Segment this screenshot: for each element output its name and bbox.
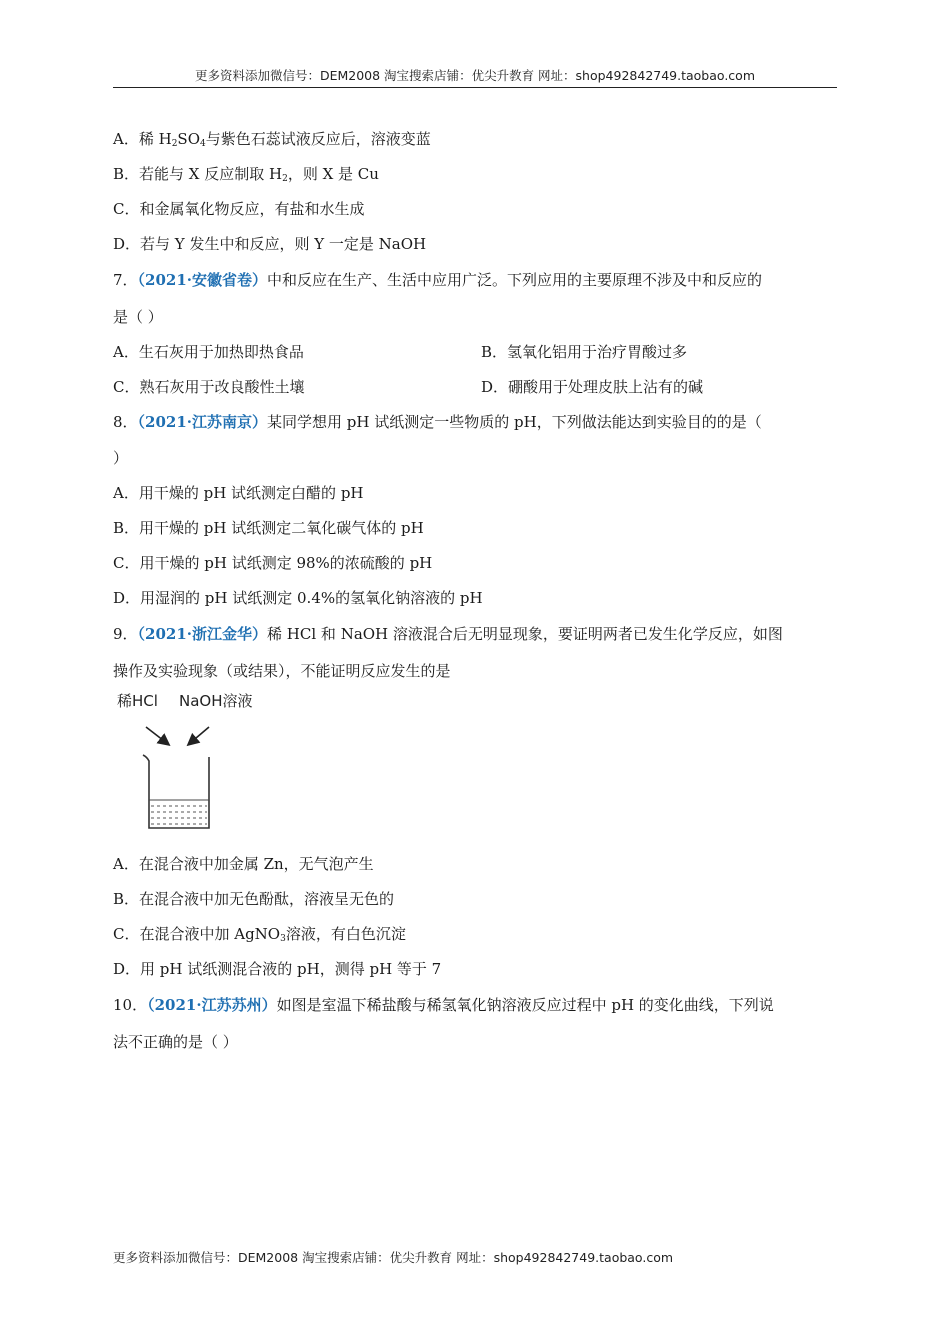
q9-option-a: A．在混合液中加金属 Zn，无气泡产生 [113,855,374,873]
q7-option-a: A．生石灰用于加热即热食品 [113,343,304,361]
page-header: 更多资料添加微信号：DEM2008 淘宝搜索店铺：优尖升教育 网址：shop492842749.taobao.com [194,68,756,83]
q7-option-d: D．硼酸用于处理皮肤上沾有的碱 [481,378,704,396]
q9-option-d: D．用 pH 试纸测混合液的 pH，测得 pH 等于 7 [113,960,442,978]
q9-stem-cont: 操作及实验现象（或结果），不能证明反应发生的是 [113,662,451,680]
q8-number: 8． [113,413,138,431]
q7-number: 7． [113,271,138,289]
q7-stem: 7．（2021·安徽省卷）中和反应在生产、生活中应用广泛。下列应用的主要原理不涉及中和反应的 [113,271,763,289]
q8-option-b: B．用干燥的 pH 试纸测定二氧化碳气体的 pH [113,519,424,537]
q7-option-c: C．熟石灰用于改良酸性土壤 [113,378,305,396]
q9-source: （2021·浙江金华） [137,625,268,643]
q6-option-c: C．和金属氧化物反应，有盐和水生成 [113,200,365,218]
q10-stem: 10．（2021·江苏苏州）如图是室温下稀盐酸与稀氢氧化钠溶液反应过程中 pH 的变化曲线，下列说 [113,996,774,1014]
beaker-drawing [113,690,263,835]
q8-option-c: C．用干燥的 pH 试纸测定 98%的浓硫酸的 pH [113,554,433,572]
page-footer: 更多资料添加微信号：DEM2008 淘宝搜索店铺：优尖升教育 网址：shop492842749.taobao.com [113,1250,674,1265]
beaker-icon [143,755,209,828]
q6-option-d: D．若与 Y 发生中和反应，则 Y 一定是 NaOH [113,235,427,253]
label-dilute-hcl: 稀HCl [117,692,158,710]
beaker-figure [113,690,263,835]
q8-option-a: A．用干燥的 pH 试纸测定白醋的 pH [113,484,364,502]
q7-option-b: B．氢氧化铝用于治疗胃酸过多 [481,343,688,361]
label-naoh-solution: NaOH溶液 [179,692,253,710]
q8-option-d: D．用湿润的 pH 试纸测定 0.4%的氢氧化钠溶液的 pH [113,589,483,607]
arrow-naoh [189,727,209,744]
q8-source: （2021·江苏南京） [137,413,268,431]
q7-source: （2021·安徽省卷） [137,271,268,289]
q9-number: 9． [113,625,138,643]
q9-option-c: C．在混合液中加 AgNO$_3$溶液，有白色沉淀 [113,925,406,944]
q6-option-b: B．若能与 X 反应制取 $H_2$，则 X 是 Cu [113,165,379,184]
q10-source: （2021·江苏苏州） [147,996,277,1014]
q8-stem-cont: ） [113,449,129,467]
q6-option-a: A．稀 $H_2SO_4$与紫色石蕊试液反应后，溶液变蓝 [113,130,431,149]
q10-stem-cont: 法不正确的是（ ） [113,1033,238,1051]
q7-stem-cont: 是（ ） [113,308,163,326]
q10-number: 10． [113,996,148,1014]
q8-stem: 8．（2021·江苏南京）某同学想用 pH 试纸测定一些物质的 pH，下列做法能达到实验目的的是（ [113,413,762,431]
arrow-hcl [146,727,168,744]
q9-option-b: B．在混合液中加无色酚酞，溶液呈无色的 [113,890,395,908]
q9-stem: 9．（2021·浙江金华）稀 HCl 和 NaOH 溶液混合后无明显现象，要证明两者已发生化学反应，如图 [113,625,783,643]
header-rule [113,87,837,88]
